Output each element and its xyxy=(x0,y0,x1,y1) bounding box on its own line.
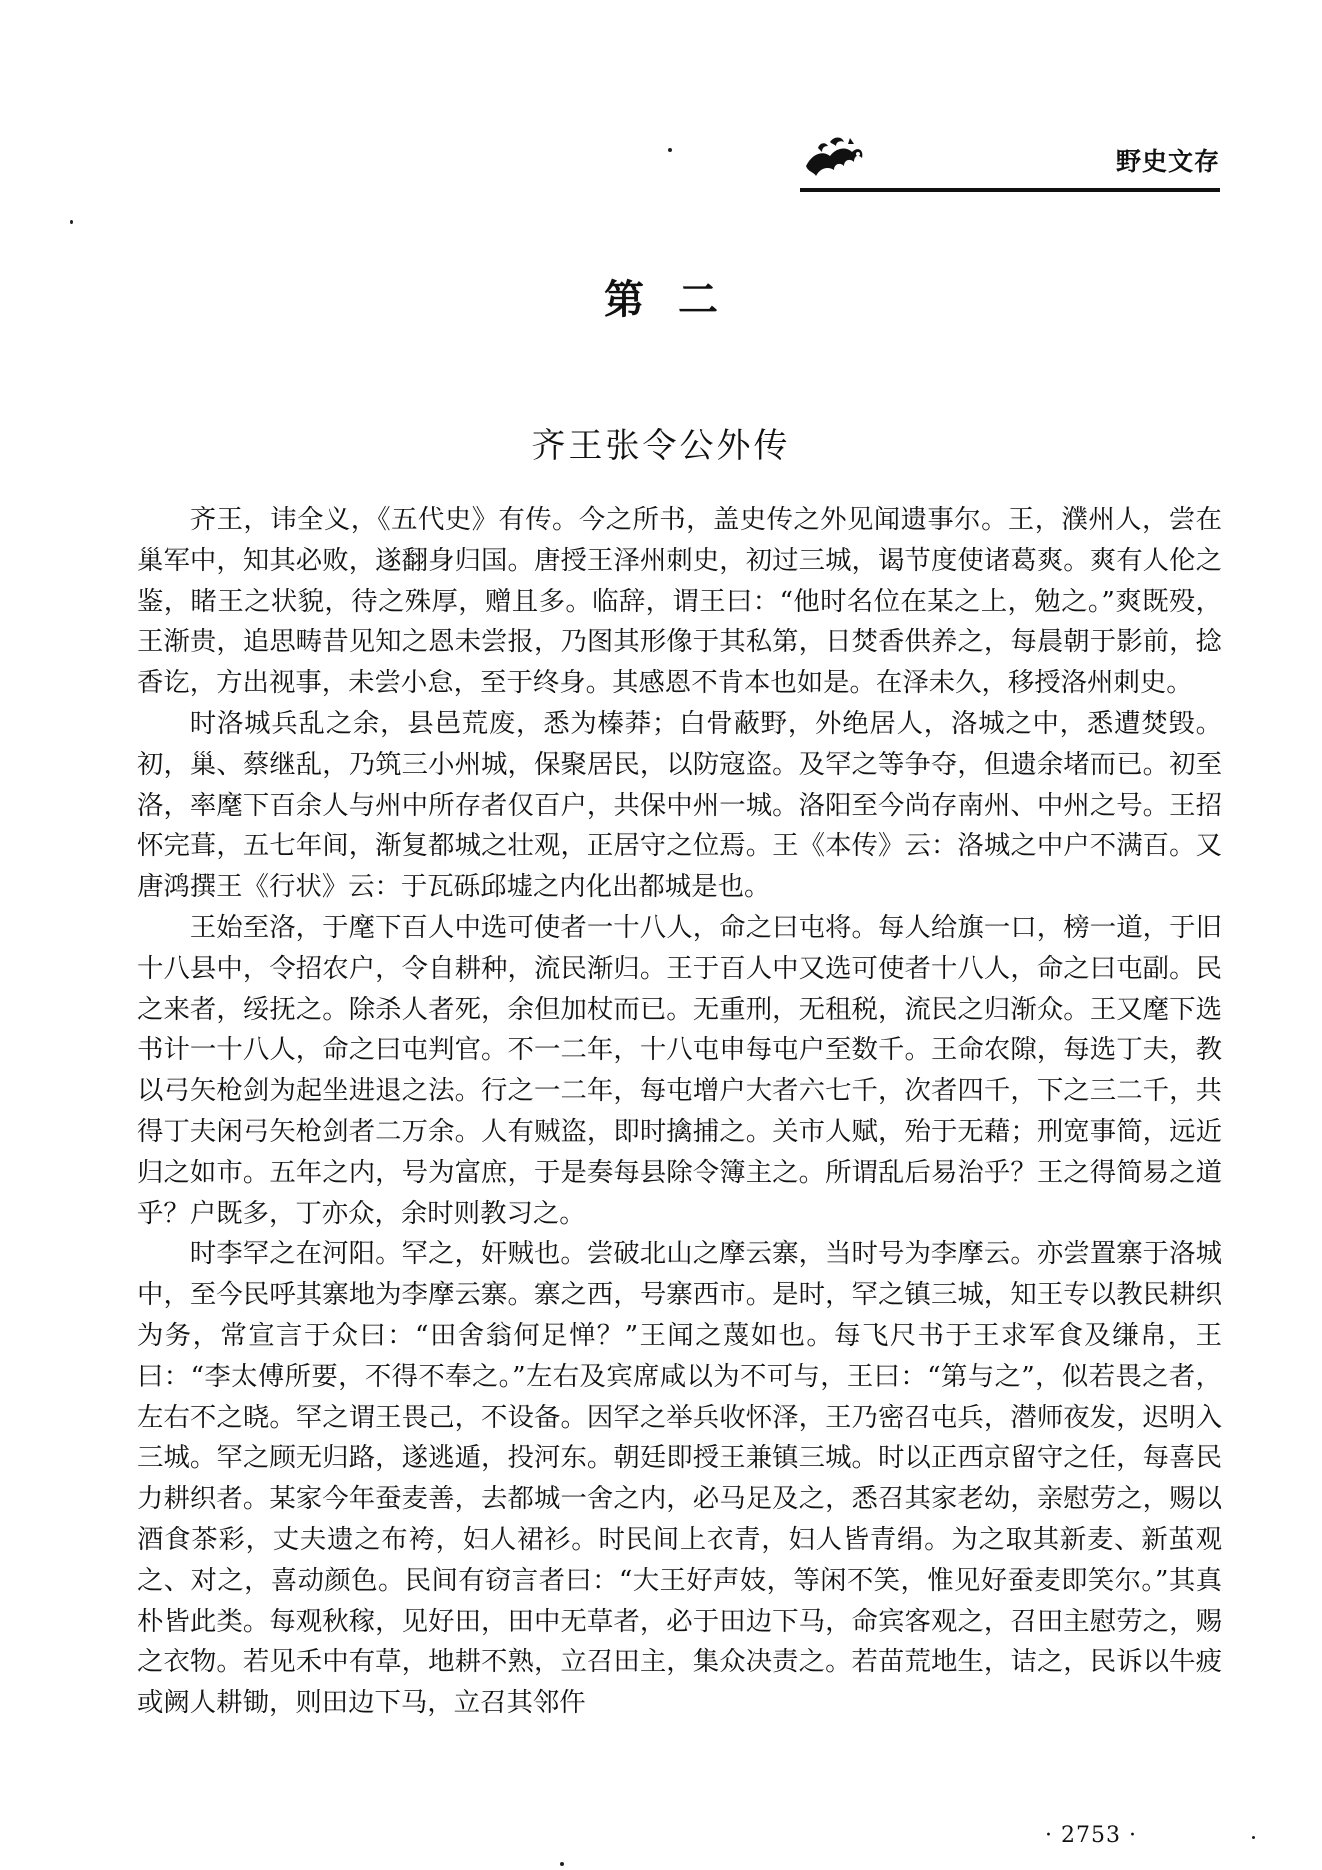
scan-speck xyxy=(70,220,73,224)
paragraph: 时洛城兵乱之余，县邑荒废，悉为榛莽；白骨蔽野，外绝居人，洛城之中，悉遭焚毁。初，巢、蔡继乱，乃筑三小州城，保聚居民，以防寇盗。及罕之等争夺，但遗余堵而已。初至洛，率麾下百余人与州中所存者仅百户，共保中州一城。洛阳至今尚存南州、中州之号。王招怀完葺，五七年间，渐复都城之壮观，正居守之位焉。王《本传》云：洛城之中户不满百。又唐鸿撰王《行状》云：于瓦砾邱墟之内化出都城是也。 xyxy=(137,707,1222,903)
header-rule xyxy=(800,188,1220,192)
scan-speck xyxy=(1252,1836,1255,1839)
scan-speck xyxy=(668,148,672,152)
paragraph: 齐王，讳全义，《五代史》有传。今之所书，盖史传之外见闻遗事尔。王，濮州人，尝在巢军中，知其必败，遂翻身归国。唐授王泽州刺史，初过三城，谒节度使诸葛爽。爽有人伦之鉴，睹王之状貌，待之殊厚，赠且多。临辞，谓王曰：“他时名位在某之上，勉之。”爽既殁，王渐贵，追思畴昔见知之恩未尝报，乃图其形像于其私第，日焚香供养之，每晨朝于影前，捻香讫，方出视事，未尝小怠，至于终身。其感恩不肯本也如是。在泽未久，移授洛州刺史。 xyxy=(137,504,1222,699)
article-title: 齐王张令公外传 xyxy=(531,426,791,466)
series-title: 野史文存 xyxy=(1115,147,1220,176)
dragon-icon xyxy=(800,132,870,182)
paragraph: 时李罕之在河阳。罕之，奸贼也。尝破北山之摩云寨，当时号为李摩云。亦尝置寨于洛城中，至今民呼其寨地为李摩云寨。寨之西，号寨西市。是时，罕之镇三城，知王专以教民耕织为务，常宣言于众曰：“田舍翁何足惮？”王闻之蔑如也。每飞尺书于王求军食及缣帛，王曰：“李太傅所要，不得不奉之。”左右及宾席咸以为不可与，王曰：“第与之”，似若畏之者，左右不之晓。罕之谓王畏己，不设备。因罕之举兵收怀泽，王乃密召屯兵，潜师夜发，迟明入三城。罕之顾无归路，遂逃遁，投河东。朝廷即授王兼镇三城。时以正西京留守之任，每喜民力耕织者。某家今年蚕麦善，去都城一舍之内，必马足及之，悉召其家老幼，亲慰劳之，赐以酒食茶彩，丈夫遗之布袴，妇人裙衫。时民间上衣青，妇人皆青绢。为之取其新麦、新茧观之、对之，喜动颜色。民间有窃言者曰：“大王好声妓，等闲不笑，惟见好蚕麦即笑尔。”其真朴皆此类。每观秋稼，见好田，田中无草者，必于田边下马，命宾客观之，召田主慰劳之，赐之衣物。若见禾中有草，地耕不熟，立召田主，集众决责之。若苗荒地生，诘之，民诉以牛疲或阙人耕锄，则田边下马，立召其邻仵 xyxy=(137,1238,1222,1719)
page-number: · 2753 · xyxy=(1045,1823,1137,1848)
section-title: 第二 xyxy=(604,277,752,323)
article-body xyxy=(137,500,1222,1724)
paragraph: 王始至洛，于麾下百人中选可使者一十八人，命之曰屯将。每人给旗一口，榜一道，于旧十八县中，令招农户，令自耕种，流民渐归。王于百人中又选可使者十八人，命之曰屯副。民之来者，绥抚之。除杀人者死，余但加杖而已。无重刑，无租税，流民之归渐众。王又麾下选书计一十八人，命之曰屯判官。不一二年，十八屯申每屯户至数千。王命农隙，每选丁夫，教以弓矢枪剑为起坐进退之法。行之一二年，每屯增户大者六七千，次者四千，下之三二千，共得丁夫闲弓矢枪剑者二万余。人有贼盗，即时擒捕之。关市人赋，殆于无藉；刑宽事简，远近归之如市。五年之内，号为富庶，于是奏每县除令簿主之。所谓乱后易治乎？王之得简易之道乎？户既多，丁亦众，余时则教习之。 xyxy=(137,911,1222,1229)
scan-speck xyxy=(560,1862,564,1866)
running-header xyxy=(800,130,1220,190)
